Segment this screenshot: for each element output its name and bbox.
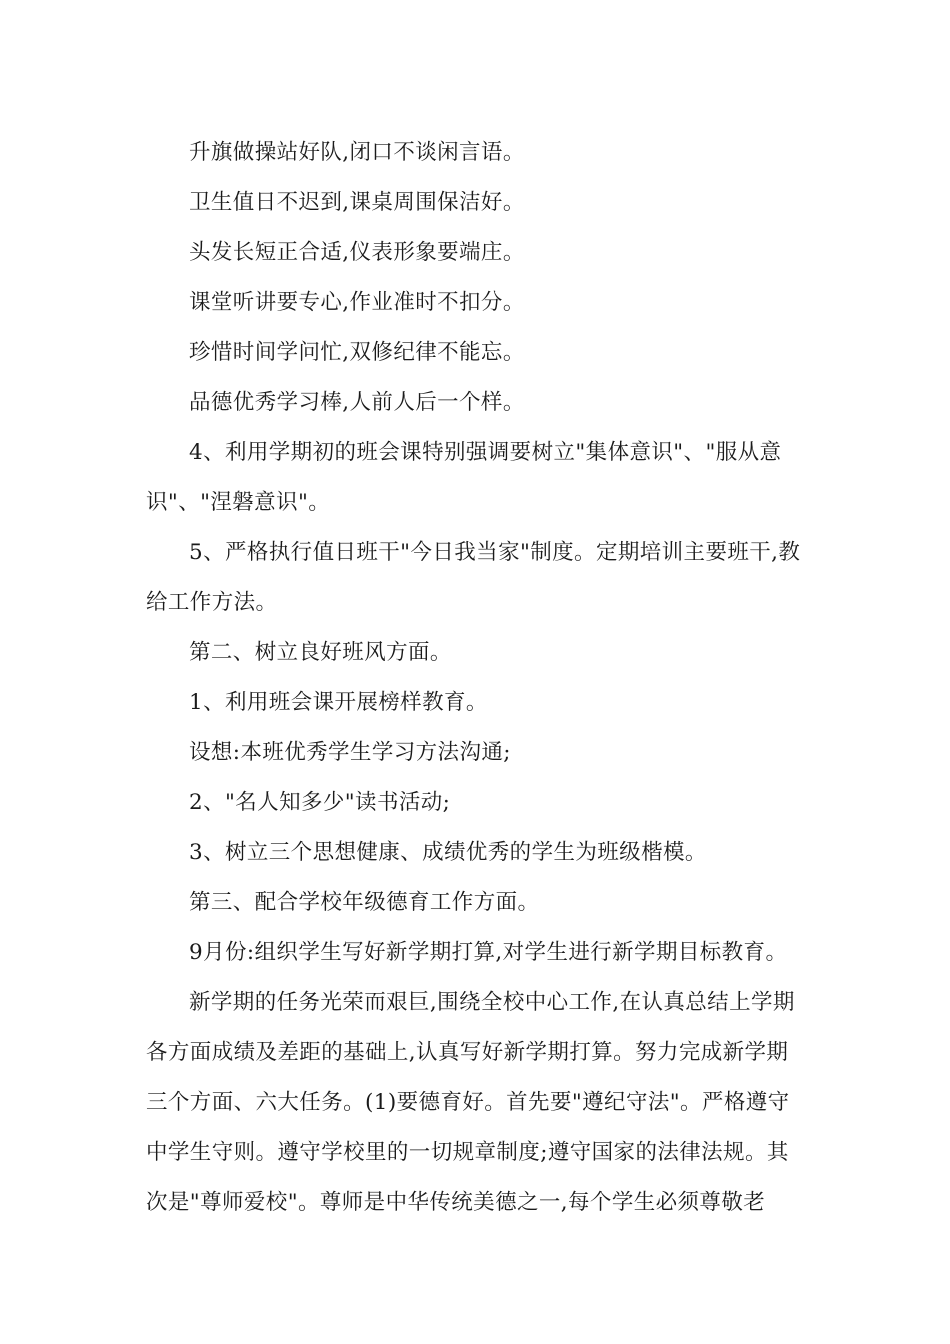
paragraph-8: 5、严格执行值日班干"今日我当家"制度。定期培训主要班干,教给工作方法。 (146, 540, 801, 615)
paragraph-16: 新学期的任务光荣而艰巨,围绕全校中心工作,在认真总结上学期各方面成绩及差距的基础上,认真写好新学期打算。努力完成新学期三个方面、六大任务。(1)要德育好。首先要"遵纪守法"。严格遵守中学生守则。遵守学校里的一切规章制度;遵守国家的法律法规。其次是"尊师爱校"。尊师是中华传统美德之一,每个学生必须尊敬老 (146, 990, 795, 1215)
paragraph-12: 2、"名人知多少"读书活动; (189, 790, 451, 815)
document-body (146, 128, 808, 1228)
paragraph-11: 设想:本班优秀学生学习方法沟通; (189, 740, 511, 765)
paragraph-3: 头发长短正合适,仪表形象要端庄。 (189, 240, 525, 265)
paragraph-10: 1、利用班会课开展榜样教育。 (189, 690, 488, 715)
section-heading-2: 第二、树立良好班风方面。 (189, 640, 452, 665)
paragraph-2: 卫生值日不迟到,课桌周围保洁好。 (189, 190, 525, 215)
paragraph-6: 品德优秀学习棒,人前人后一个样。 (189, 390, 525, 415)
paragraph-5: 珍惜时间学问忙,双修纪律不能忘。 (189, 340, 525, 365)
paragraph-13: 3、树立三个思想健康、成绩优秀的学生为班级楷模。 (189, 840, 707, 865)
paragraph-4: 课堂听讲要专心,作业准时不扣分。 (189, 290, 525, 315)
paragraph-7: 4、利用学期初的班会课特别强调要树立"集体意识"、"服从意识"、"涅磐意识"。 (146, 440, 782, 515)
paragraph-1: 升旗做操站好队,闭口不谈闲言语。 (189, 140, 525, 165)
section-heading-3: 第三、配合学校年级德育工作方面。 (189, 890, 540, 915)
paragraph-15: 9月份:组织学生写好新学期打算,对学生进行新学期目标教育。 (189, 940, 788, 965)
